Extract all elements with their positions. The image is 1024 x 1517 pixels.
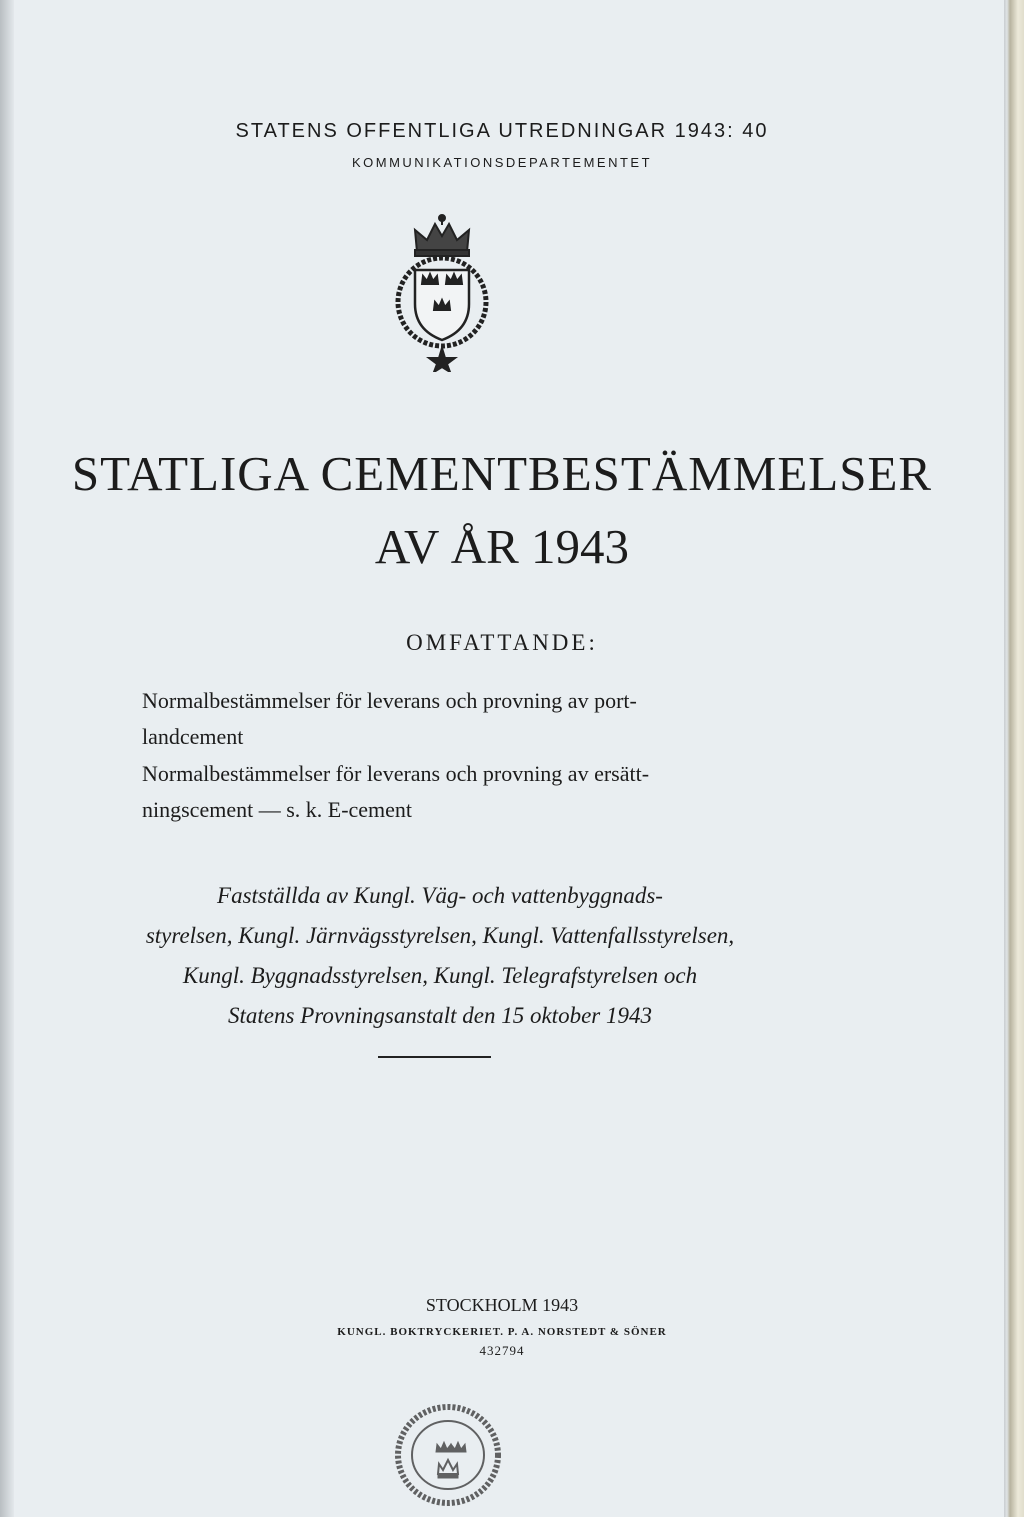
series-title: STATENS OFFENTLIGA UTREDNINGAR 1943: 40 — [235, 120, 769, 142]
contents-item — [142, 683, 762, 755]
imprint-number: 432794 — [479, 1343, 525, 1358]
approval-statement — [100, 876, 780, 1036]
approval-line: styrelsen, Kungl. Järnvägsstyrelsen, Kungl. Vattenfallsstyrelsen, — [145, 923, 735, 948]
swedish-three-crowns-emblem-icon — [385, 212, 499, 372]
contents-item — [142, 756, 762, 828]
contents-item-line: Normalbestämmelser för leverans och provning av ersätt- — [142, 761, 650, 786]
contents-heading: OMFATTANDE: — [406, 630, 598, 655]
library-stamp-icon — [392, 1402, 504, 1508]
contents-item-line: Normalbestämmelser för leverans och provning av port- — [142, 688, 637, 713]
contents-item-line: landcement — [142, 724, 244, 749]
imprint-printer: KUNGL. BOKTRYCKERIET. P. A. NORSTEDT & SÖNER — [337, 1326, 667, 1338]
contents-item-line: ningscement — s. k. E-cement — [142, 797, 413, 822]
document-title: STATLIGA CEMENTBESTÄMMELSER — [71, 446, 933, 501]
approval-line: Kungl. Byggnadsstyrelsen, Kungl. Telegrafstyrelsen och — [182, 963, 698, 988]
page-gutter-shadow — [0, 0, 14, 1517]
approval-line: Fastställda av Kungl. Väg- och vattenbyggnads- — [217, 883, 663, 908]
imprint-city-year: STOCKHOLM 1943 — [425, 1295, 579, 1315]
document-subtitle: AV ÅR 1943 — [374, 519, 630, 574]
approval-line: Statens Provningsanstalt den 15 oktober 1943 — [228, 1003, 652, 1028]
department-name: KOMMUNIKATIONSDEPARTEMENTET — [351, 155, 653, 170]
page-edge-strip — [1004, 0, 1024, 1517]
divider-rule — [378, 1056, 491, 1058]
